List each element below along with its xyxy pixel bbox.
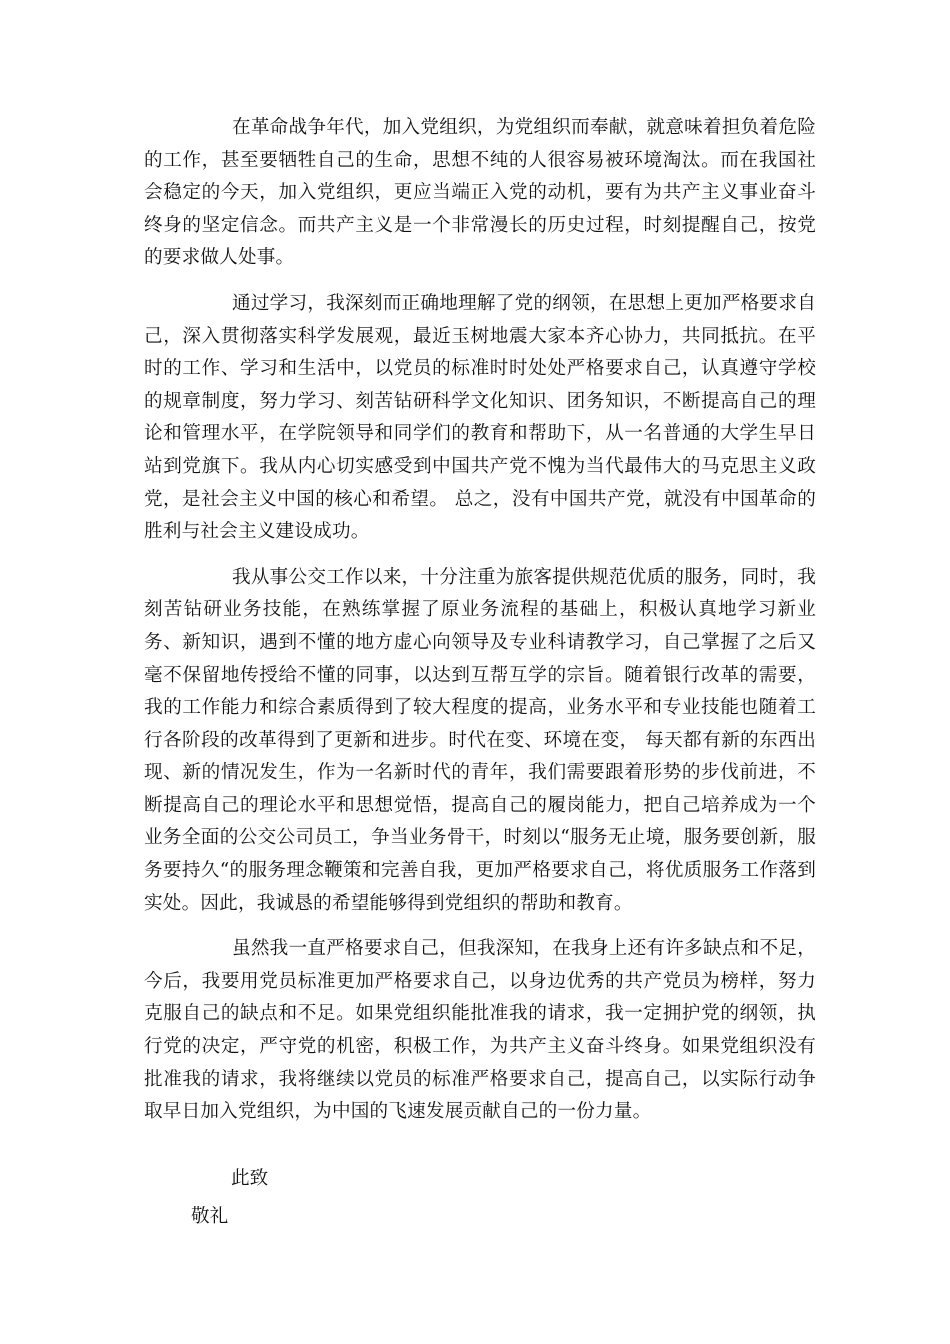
- letter-body: [144, 112, 816, 1129]
- paragraph-2: 通过学习，我深刻而正确地理解了党的纲领，在思想上更加严格要求自己，深入贯彻落实科学发展观，最近玉树地震大家本齐心协力，共同抵抗。在平时的工作、学习和生活中，以党员的标准时时处处严格要求自己，认真遵守学校的规章制度，努力学习、刻苦钻研科学文化知识、团务知识，不断提高自己的理论和管理水平，在学院领导和同学们的教育和帮助下，从一名普通的大学生早日站到党旗下。我从内心切实感受到中国共产党不愧为当代最伟大的马克思主义政党，是社会主义中国的核心和希望。 总之，没有中国共产党，就没有中国革命的胜利与社会主义建设成功。: [144, 292, 816, 543]
- paragraph-4: 虽然我一直严格要求自己，但我深知，在我身上还有许多缺点和不足，今后，我要用党员标准更加严格要求自己，以身边优秀的共产党员为榜样，努力克服自己的缺点和不足。如果党组织能批准我的请求，我一定拥护党的纲领，执行党的决定，严守党的机密，积极工作，为共产主义奋斗终身。如果党组织没有批准我的请求，我将继续以党员的标准严格要求自己，提高自己，以实际行动争取早日加入党组织，为中国的飞速发展贡献自己的一份力量。: [144, 938, 816, 1123]
- closing-line: 此致: [231, 1168, 269, 1189]
- paragraph-1: 在革命战争年代，加入党组织，为党组织而奉献，就意味着担负着危险的工作，甚至要牺牲自己的生命，思想不纯的人很容易被环境淘汰。而在我国社会稳定的今天，加入党组织，更应当端正入党的动机，要有为共产主义事业奋斗终身的坚定信念。而共产主义是一个非常漫长的历史过程，时刻提醒自己，按党的要求做人处事。: [144, 117, 816, 269]
- paragraph-3: 我从事公交工作以来，十分注重为旅客提供规范优质的服务，同时，我刻苦钻研业务技能，在熟练掌握了原业务流程的基础上，积极认真地学习新业务、新知识，遇到不懂的地方虚心向领导及专业科请教学习，自己掌握了之后又毫不保留地传授给不懂的同事，以达到互帮互学的宗旨。随着银行改革的需要，我的工作能力和综合素质得到了较大程度的提高，业务水平和专业技能也随着工行各阶段的改革得到了更新和进步。时代在变、环境在变， 每天都有新的东西出现、新的情况发生，作为一名新时代的青年，我们需要跟着形势的步伐前进，不断提高自己的理论水平和思想觉悟，提高自己的履岗能力，把自己培养成为一个业务全面的公交公司员工，争当业务骨干，时刻以“服务无止境，服务要创新，服务要持久“的服务理念鞭策和完善自我，更加严格要求自己，将优质服务工作落到实处。因此，我诚恳的希望能够得到党组织的帮助和教育。: [144, 566, 816, 914]
- salutation-line: 敬礼: [191, 1206, 229, 1227]
